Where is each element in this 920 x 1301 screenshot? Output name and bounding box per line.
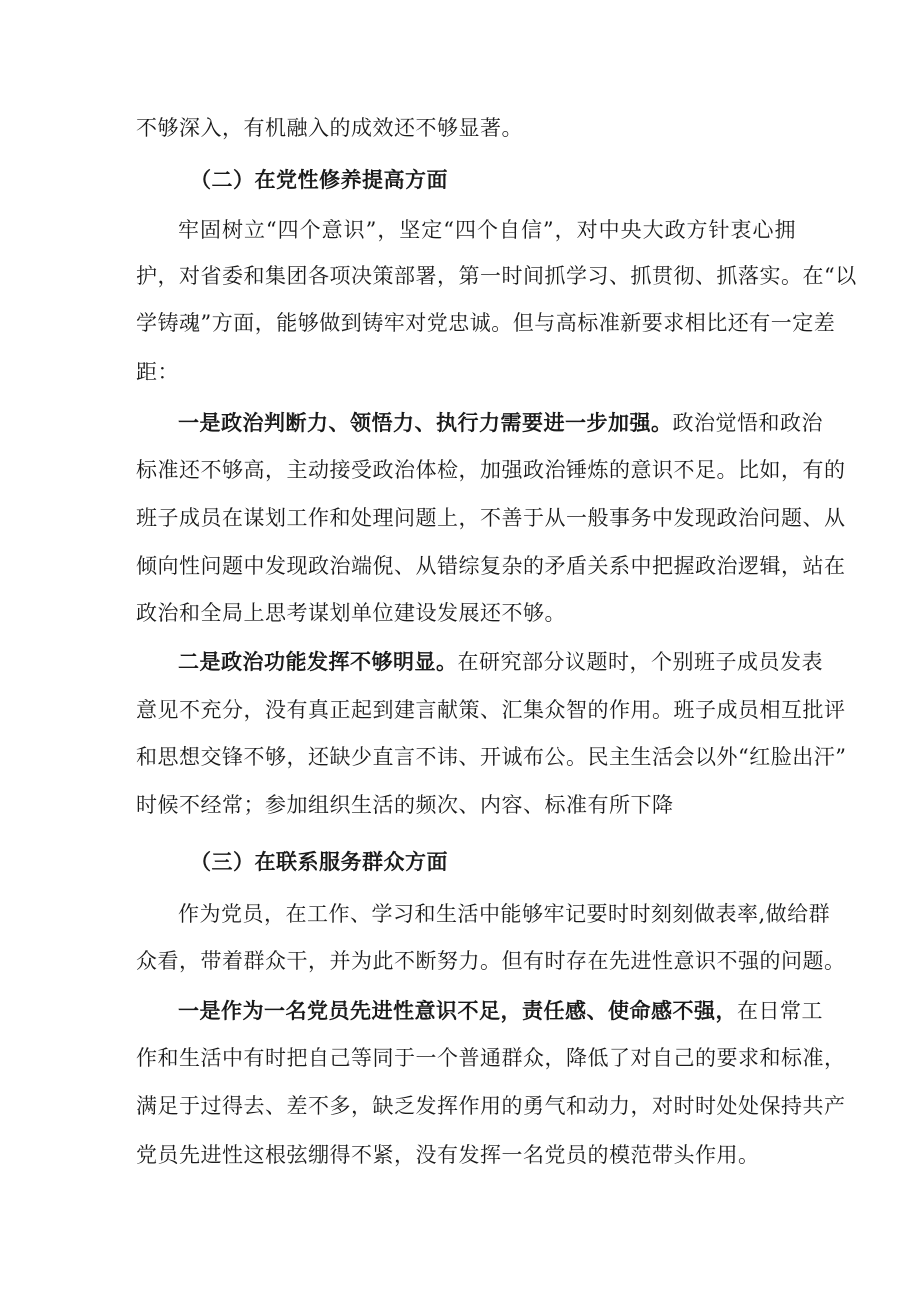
plain-text: 政治觉悟和政治 (672, 411, 823, 435)
bold-lead: 一是作为一名党员先进性意识不足，责任感、使命感不强， (178, 998, 737, 1023)
paragraph-line: 作和生活中有时把自己等同于一个普通群众，降低了对自己的要求和标准， (136, 1046, 846, 1070)
paragraph-line: 时候不经常；参加组织生活的频次、内容、标准有所下降 (136, 793, 674, 817)
paragraph-line: 不够深入，有机融入的成效还不够显著。 (136, 116, 523, 140)
section-heading-2: （二）在党性修养提高方面 (190, 167, 448, 192)
paragraph-line-mixed (178, 408, 823, 438)
section-heading-3: （三）在联系服务群众方面 (190, 849, 448, 874)
paragraph-line: 和思想交锋不够，还缺少直言不讳、开诚布公。民主生活会以外“红脸出汗” (136, 745, 847, 769)
paragraph-line: 学铸魂”方面，能够做到铸牢对党忠诚。但与高标准新要求相比还有一定差 (136, 311, 836, 335)
paragraph-line: 班子成员在谋划工作和处理问题上，不善于从一般事务中发现政治问题、从 (136, 506, 846, 530)
paragraph-line: 标准还不够高，主动接受政治体检，加强政治锤炼的意识不足。比如，有的 (136, 458, 846, 482)
paragraph-line: 意见不充分，没有真正起到建言献策、汇集众智的作用。班子成员相互批评 (136, 698, 846, 722)
paragraph-line: 距： (136, 360, 179, 384)
paragraph-line: 党员先进性这根弦绷得不紧，没有发挥一名党员的模范带头作用。 (136, 1143, 760, 1167)
paragraph-line: 作为党员，在工作、学习和生活中能够牢记要时时刻刻做表率,做给群 (178, 902, 831, 926)
paragraph-line: 满足于过得去、差不多，缺乏发挥作用的勇气和动力，对时时处处保持共产 (136, 1094, 846, 1118)
paragraph-line-mixed (178, 996, 823, 1026)
bold-lead: 二是政治功能发挥不够明显。 (178, 649, 458, 674)
paragraph-line: 众看，带着群众干，并为此不断努力。但有时存在先进性意识不强的问题。 (136, 949, 846, 973)
paragraph-line: 牢固树立“四个意识”，坚定“四个自信”，对中央大政方针衷心拥 (178, 218, 796, 242)
plain-text: 在研究部分议题时，个别班子成员发表 (457, 650, 823, 674)
plain-text: 在日常工 (737, 999, 823, 1023)
paragraph-line-mixed (178, 647, 823, 677)
paragraph-line: 政治和全局上思考谋划单位建设发展还不够。 (136, 601, 566, 625)
bold-lead: 一是政治判断力、领悟力、执行力需要进一步加强。 (178, 410, 673, 435)
paragraph-line: 倾向性问题中发现政治端倪、从错综复杂的矛盾关系中把握政治逻辑，站在 (136, 554, 846, 578)
paragraph-line: 护，对省委和集团各项决策部署，第一时间抓学习、抓贯彻、抓落实。在“以 (136, 264, 857, 288)
